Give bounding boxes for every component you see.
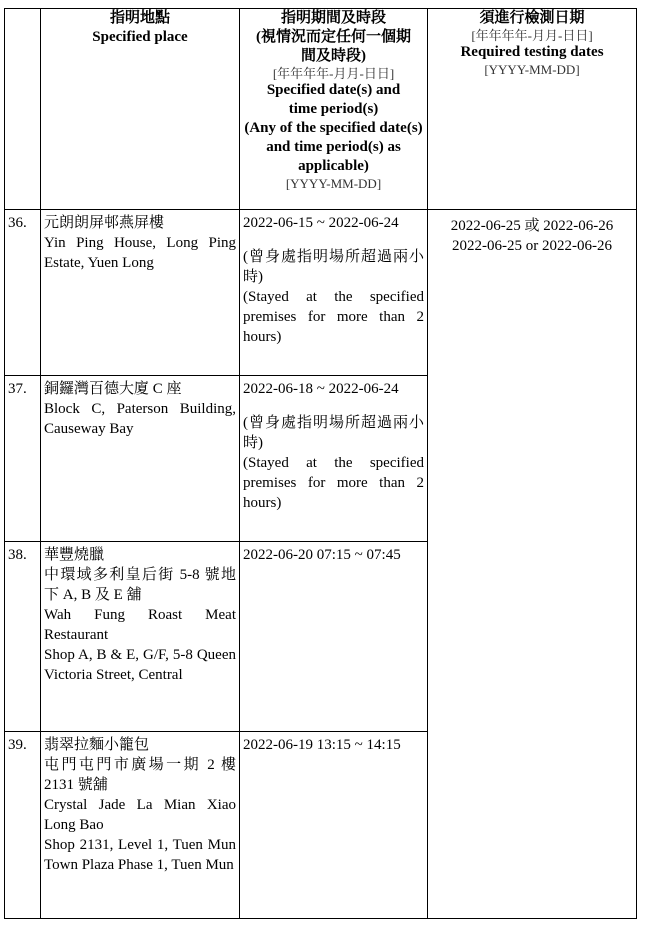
place-zh-name: 華豐燒臘 [44,547,105,563]
place-zh: 元朗朗屏邨燕屏樓 [44,215,165,231]
period-note-en: (Stayed at the specified premises for more than 2 hours) [243,455,424,511]
period-cell [240,376,428,542]
place-zh-address: 中環域多利皇后街 5-8 號地下 A, B 及 E 舖 [44,567,236,603]
table-header-row [5,9,637,210]
header-period-en: Specified date(s) and time period(s) [266,82,401,117]
row-number: 36. [5,210,41,376]
header-period-en-note: (Any of the specified date(s) and time period(s) as applicable) [244,120,423,174]
header-period-cell [240,9,428,210]
testing-dates-cell [428,210,637,919]
header-test-format-zh: [年年年年-月月-日日] [471,28,593,43]
period-note-zh: (曾身處指明場所超過兩小時) [243,415,424,451]
place-cell [41,376,240,542]
row-number: 39. [5,732,41,919]
place-zh: 銅鑼灣百德大廈 C 座 [44,381,182,397]
header-place-cell [41,9,240,210]
period-dates: 2022-06-15 ~ 2022-06-24 [243,215,399,231]
row-number: 37. [5,376,41,542]
place-cell [41,732,240,919]
testing-dates-zh: 2022-06-25 或 2022-06-26 [450,218,614,234]
place-en: Yin Ping House, Long Ping Estate, Yuen Long [44,235,236,271]
place-en-address: Shop 2131, Level 1, Tuen Mun Town Plaza Phase 1, Tuen Mun [44,837,236,873]
testing-dates-en: 2022-06-25 or 2022-06-26 [452,238,612,254]
header-period-format-zh: [年年年年-月月-日日] [272,66,395,81]
period-note-zh: (曾身處指明場所超過兩小時) [243,249,424,285]
period-dates: 2022-06-18 ~ 2022-06-24 [243,381,399,397]
header-period-format-en: [YYYY-MM-DD] [285,176,382,191]
header-test-zh: 須進行檢測日期 [479,10,585,26]
place-zh-name: 翡翠拉麵小籠包 [44,737,150,753]
place-cell [41,210,240,376]
specified-places-table [4,8,637,919]
place-en: Block C, Paterson Building, Causeway Bay [44,401,236,437]
header-number-cell [5,9,41,210]
row-number: 38. [5,542,41,732]
table-row [5,210,637,376]
header-period-zh: 指明期間及時段 [280,10,386,26]
place-cell [41,542,240,732]
period-dates: 2022-06-20 07:15 ~ 07:45 [243,547,401,563]
place-zh-address: 屯門屯門市廣場一期 2 樓 2131 號舖 [44,757,236,793]
place-en-address: Shop A, B & E, G/F, 5-8 Queen Victoria Street, Central [44,647,236,683]
header-place-zh: 指明地點 [109,10,170,26]
place-en-name: Wah Fung Roast Meat Restaurant [44,607,236,643]
period-cell [240,732,428,919]
header-test-cell [428,9,637,210]
header-test-en: Required testing dates [460,44,604,60]
period-note-en: (Stayed at the specified premises for more than 2 hours) [243,289,424,345]
period-dates: 2022-06-19 13:15 ~ 14:15 [243,737,401,753]
header-place-en: Specified place [92,29,188,45]
period-cell [240,542,428,732]
header-period-zh-note: (視情況而定任何一個期間及時段) [256,29,411,64]
period-cell [240,210,428,376]
header-test-format-en: [YYYY-MM-DD] [484,62,580,77]
place-en-name: Crystal Jade La Mian Xiao Long Bao [44,797,236,833]
